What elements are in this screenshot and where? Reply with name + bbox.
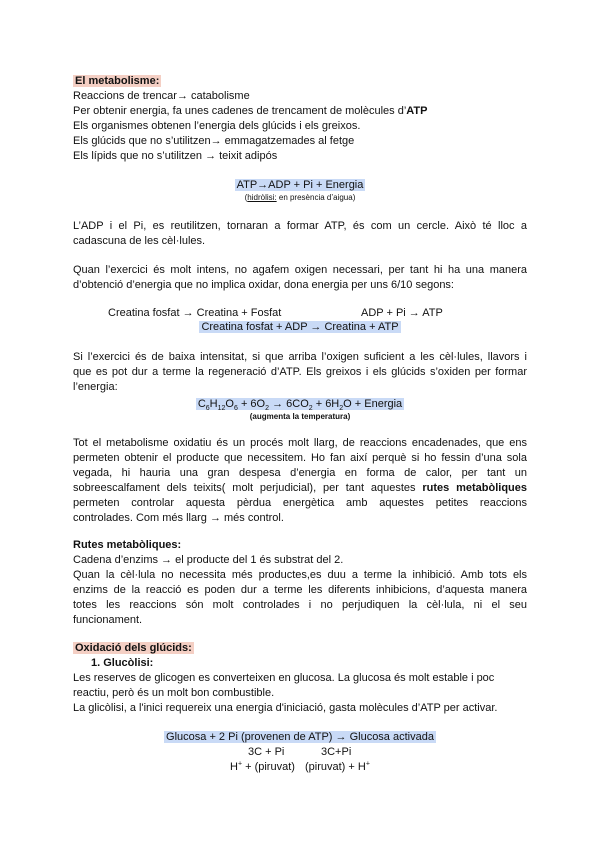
section-title-oxidation: Oxidació dels glúcids: (75, 642, 192, 654)
paragraph-line: d’obtenció d’energia que no implica oxidar, dona energia per uns 6/10 segons: (73, 279, 454, 291)
equation-creatine: Creatina fosfat → Creatina + Fosfat (108, 307, 282, 319)
paragraph-line: funcionament. (73, 614, 143, 626)
text-line: Els organismes obtenen l’energia dels glúcids i els greixos. (73, 120, 361, 132)
paragraph-line: Quan l’exercici és molt intens, no agafem oxigen necessari, per tant hi ha una manera (73, 264, 527, 276)
equation-fragment: (piruvat) + H+ (305, 760, 370, 773)
equation-fragment: H+ + (piruvat) (230, 760, 295, 773)
equation-glucose-oxidation: $C_6H_{12}O_6 + 6O_2 \to 6CO_2 + 6H_2O$ + Energia (197, 398, 403, 413)
text-line: Reaccions de trencar→ catabolisme (73, 90, 250, 102)
text-line: Els glúcids que no s’utilitzen→ emmagatzemades al fetge (73, 135, 355, 147)
equation-atp-hydrolysis: ATP→ADP + Pi + Energia (236, 179, 364, 191)
section-title-routes: Rutes metabòliques: (73, 539, 182, 551)
paragraph-line: Si l’exercici és de baixa intensitat, si que arriba l’oxigen suficient a les cèl·lules, llavors i (73, 351, 527, 363)
paragraph-line: totes les reaccions són molt controlades i no perjudiquen la cèl·lula, ni el seu (73, 599, 527, 611)
paragraph-line: enzims de la reacció es poden dur a terme les diferents inhibicions, d’aquesta manera (73, 584, 527, 596)
section-title-metabolism: El metabolisme: (75, 75, 160, 87)
equation-note: (hidròlisi: en presència d’aigua) (244, 193, 356, 202)
text-line: Les reserves de glicogen es converteixen en glucosa. La glucosa és molt estable i poc (73, 672, 495, 684)
equation-fragment: 3C + Pi (248, 746, 285, 758)
paragraph-line: controlades. Com més llarg → més control. (73, 512, 284, 524)
list-item-glycolysis: 1. Glucòlisi: (91, 657, 154, 669)
equation-adp: ADP + Pi → ATP (361, 307, 443, 319)
text-line: Cadena d’enzims → el producte del 1 és substrat del 2. (73, 554, 344, 566)
paragraph-line: Tot el metabolisme oxidatiu és un procés molt llarg, de reaccions encadenades, que ens (73, 437, 527, 449)
equation-note: (augmenta la temperatura) (249, 412, 351, 421)
equation-glucose-activation: Glucosa + 2 Pi (provenen de ATP) → Glucosa activada (166, 731, 434, 743)
equation-fragment: 3C+Pi (321, 746, 352, 758)
paragraph-line: l’energia: (73, 381, 118, 393)
paragraph-line: que es pot dur a terme la regeneració d’ATP. Els greixos i els glúcids s’oxiden per formar (73, 366, 527, 378)
paragraph-line: L’ADP i el Pi, es reutilitzen, tornaran a formar ATP, és com un cercle. Això té lloc a (73, 220, 527, 232)
paragraph-line: permeten obtenir el producte que necessitem. Ho fan així perquè si ho fessin d’una sola (73, 452, 527, 464)
paragraph-line: Quan la cèl·lula no necessita més productes,es duu a terme la inhibició. Amb tots els (73, 569, 527, 581)
text-line: Per obtenir energia, fa unes cadenes de trencament de molècules d’ATP (73, 105, 428, 117)
paragraph-line: permeten controlar aquesta pèrdua energètica amb aquestes petites reaccions (73, 497, 527, 509)
text-line: La glicòlisi, a l'inici requereix una energia d'iniciació, gasta molècules d’ATP per activar. (73, 702, 498, 714)
paragraph-line: vegada, hi hauria una gran despesa d’energia en forma de calor, per tant un (73, 467, 527, 479)
text-line: Els lípids que no s’utilitzen → teixit adipós (73, 150, 278, 162)
paragraph-line: cadascuna de les cèl·lules. (73, 235, 206, 247)
text-line: reactiu, però és un molt bon combustible. (73, 687, 275, 699)
equation-creatine-adp: Creatina fosfat + ADP → Creatina + ATP (201, 321, 399, 333)
paragraph-line: sobreescalfament dels teixits( molt perjudicial), per tant aquestes rutes metabòliques (73, 482, 527, 494)
